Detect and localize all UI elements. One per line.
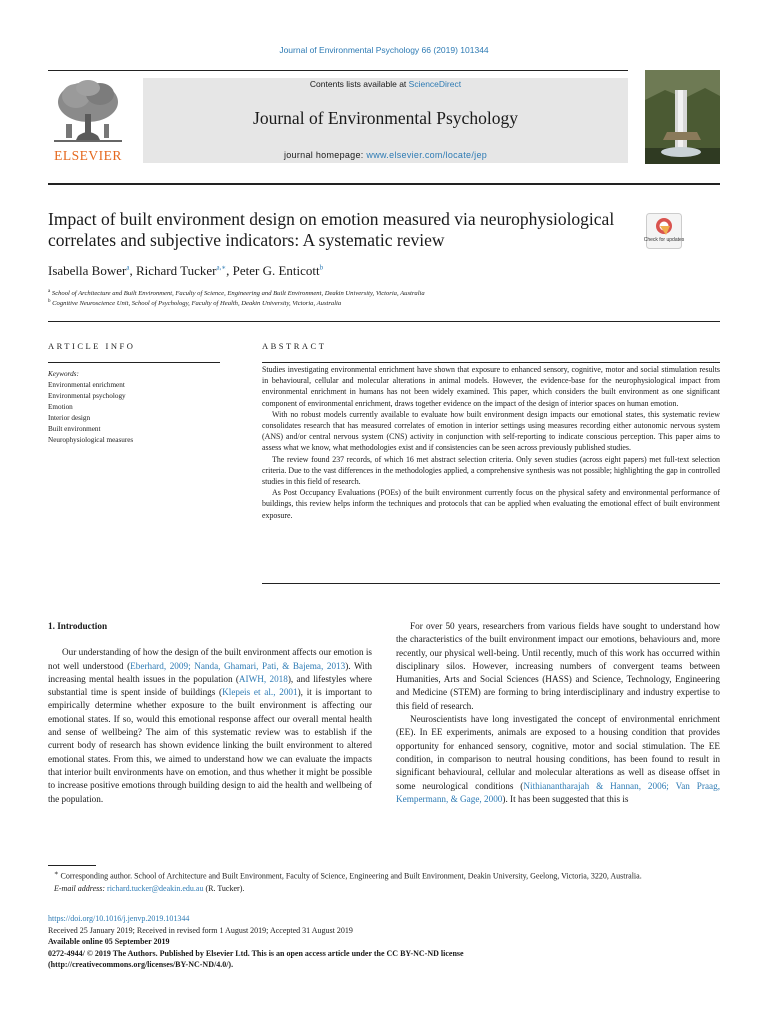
author-email-link[interactable]: richard.tucker@deakin.edu.au (107, 884, 204, 894)
elsevier-wordmark: ELSEVIER (54, 148, 122, 163)
author-name: Richard Tucker (135, 263, 217, 278)
abstract-paragraph: The review found 237 records, of which 16 met abstract selection criteria. Only seven studies (across eight papers) met full-text selection criteria. Due to the vast differences in the methodologies applied, a comprehensive synthesis was not possible; highlighting the gap in controlled studies in this field of research. (262, 454, 720, 487)
check-for-updates-icon[interactable] (643, 213, 685, 249)
author-affiliation-marker: a (126, 263, 130, 272)
title-rule (48, 321, 720, 322)
citation-link[interactable]: Nithianantharajah & Hannan, 2006; Van Praag, Kempermann, & Gage, 2000 (396, 780, 720, 804)
homepage-link[interactable]: www.elsevier.com/locate/jep (366, 150, 488, 160)
journal-cover-image (645, 70, 720, 164)
crossmark-label: Check for updates (643, 237, 685, 243)
keywords-label: Keywords: (48, 370, 79, 378)
citation-link[interactable]: Klepeis et al., 2001 (222, 687, 298, 698)
keywords-list (48, 369, 220, 446)
citation-link[interactable]: Eberhard, 2009; Nanda, Ghamari, Pati, & Bajema, 2013 (130, 660, 346, 671)
article-info-rule (48, 362, 220, 363)
abstract-body (262, 364, 720, 521)
sciencedirect-link[interactable]: ScienceDirect (408, 79, 462, 89)
corresponding-author-footnote: ∗ Corresponding author. School of Architecture and Built Environment, Faculty of Science, Engineering and Built Environment, Deakin University, Geelong, Victoria, 3220, Australia. E-mail address: richard.tucker@deakin.edu.au (R. Tucker). (54, 870, 642, 894)
author-name: Peter G. Enticott (232, 263, 320, 278)
author-affiliation-marker: b (319, 263, 324, 272)
affiliation-b: $^b$ Cognitive Neuroscience Unit, School of Psychology, Faculty of Health, Deakin University, Victoria, Australia (48, 299, 342, 308)
section-heading: 1. Introduction (48, 621, 108, 631)
keyword: Environmental enrichment (48, 381, 125, 389)
received-dates: Received 25 January 2019; Received in revised form 1 August 2019; Accepted 31 August 2019 (48, 925, 353, 935)
body-paragraph: For over 50 years, researchers from various fields have sought to understand how the characteristics of the built environment impact our emotions, behaviours and, more recently, our physical well-being. Until recently, much of this work has occurred within disciplinary silos. However, increasing numbers of convergent teams between Humanities, Arts and Social Sciences (HASS) and Science, Technology, Engineering and Medicine (STEM) are forming to bring interdisciplinary and industry expertise to this field of research. (396, 621, 720, 711)
body-paragraph: Neuroscientists have long investigated the concept of environmental enrichment (EE). In EE experiments, animals are exposed to a housing condition that provides opportunity for enhanced sensory, cognitive, motor and social stimulation. The EE condition, in comparison to neutral housing conditions, has been found to result in significant behavioural, cellular and molecular alterations as well as disease offset in some neurological conditions (Nithianantharajah & Hannan, 2006; Van Praag, Kempermann, & Gage, 2000). It has been suggested that this is (396, 714, 720, 804)
citation-link[interactable]: AIWH, 2018 (238, 673, 288, 684)
body-column-left (48, 620, 372, 806)
author-name: Isabella Bower (48, 263, 127, 278)
doi-link[interactable]: https://doi.org/10.1016/j.jenvp.2019.101344 (48, 914, 190, 923)
abstract-rule (262, 362, 720, 363)
elsevier-logo (48, 78, 128, 164)
abstract-heading: ABSTRACT (262, 341, 327, 351)
abstract-paragraph: With no robust models currently available to evaluate how built environment design impacts our emotional states, this systematic review consolidates research that has measured correlates of emotion in interior settings using measures recording either autonomic nervous system (ANS) and/or central nervous system (CNS) activity in conjunction with self-reporting to indicate conscious perception. This paper aims to assess what we know, what methodologies exist and if consistencies can be seen across previously published studies. (262, 409, 720, 453)
keyword: Built environment (48, 425, 101, 433)
journal-name: Journal of Environmental Psychology (253, 108, 518, 128)
top-rule (48, 70, 628, 71)
header-rule (48, 183, 720, 185)
available-online: Available online 05 September 2019 (48, 937, 170, 946)
abstract-end-rule (262, 583, 720, 584)
journal-homepage: journal homepage: www.elsevier.com/locate/jep (283, 150, 488, 160)
article-metadata (48, 913, 720, 971)
body-column-right (396, 620, 720, 806)
license-url: (http://creativecommons.org/licenses/BY-NC-ND/4.0/). (48, 960, 234, 969)
affiliation-a: $^a$ School of Architecture and Built Environment, Faculty of Science, Engineering and Built Environment, Deakin University, Victoria, Australia (48, 289, 425, 298)
article-title: Impact of built environment design on emotion measured via neurophysiological correlates and subjective indicators: A systematic review (48, 209, 615, 250)
keyword: Neurophysiological measures (48, 436, 134, 444)
author-affiliation-marker: a,∗ (216, 263, 227, 272)
author-list: Isabella Bower$^a$, Richard Tucker$^{a,∗}$, Peter G. Enticott$^b$ (48, 263, 324, 278)
license-line: 0272-4944/ © 2019 The Authors. Published by Elsevier Ltd. This is an open access article under the CC BY-NC-ND license (48, 948, 464, 958)
abstract-paragraph: Studies investigating environmental enrichment have shown that exposure to enhanced sensory, cognitive, motor and social stimulation results in behavioural, cellular and molecular alterations in animal models. However, the evidence-base for the neurophysiological impact from environmental enrichment in humans has not been widely examined. This paper, which considers the built environment as one significant component of environmental enrichment, draws together evidence on the impact of the design of interior spaces on human emotion. (262, 365, 720, 408)
footnote-rule (48, 865, 96, 866)
journal-citation[interactable]: Journal of Environmental Psychology 66 (2019) 101344 (279, 45, 489, 55)
keyword: Environmental psychology (48, 392, 126, 400)
keyword: Emotion (48, 403, 73, 411)
article-info-heading: ARTICLE INFO (48, 341, 136, 351)
contents-line: Contents lists available at ScienceDirect (309, 79, 462, 89)
keyword: Interior design (48, 414, 91, 422)
body-paragraph: Our understanding of how the design of the built environment affects our emotion is not well understood (Eberhard, 2009; Nanda, Ghamari, Pati, & Bajema, 2013). With increasing mental health issues in the population (AIWH, 2018), and lifestyles where substantial time is spent inside of buildings (Klepeis et al., 2001), it is important to empirically determine whether exposure to the built environment is affecting our emotional states. If so, would this emotional response affect our overall mental health and sense of wellbeing? The aim of this systematic review was to establish if the current body of research has shown evidence linking the built environment to altered emotional states. From this, we aimed to understand how we can evaluate the impacts that interior built environments have on emotion, and thus whether it might be possible to increase positive emotions through building design to aid the health and wellbeing of the population. (48, 647, 372, 804)
abstract-paragraph: As Post Occupancy Evaluations (POEs) of the built environment currently focus on the physical safety and environmental performance of buildings, this review helps inform the techniques and protocols that can be applied when evaluating the emotional effect of built environment exposure. (262, 488, 720, 520)
